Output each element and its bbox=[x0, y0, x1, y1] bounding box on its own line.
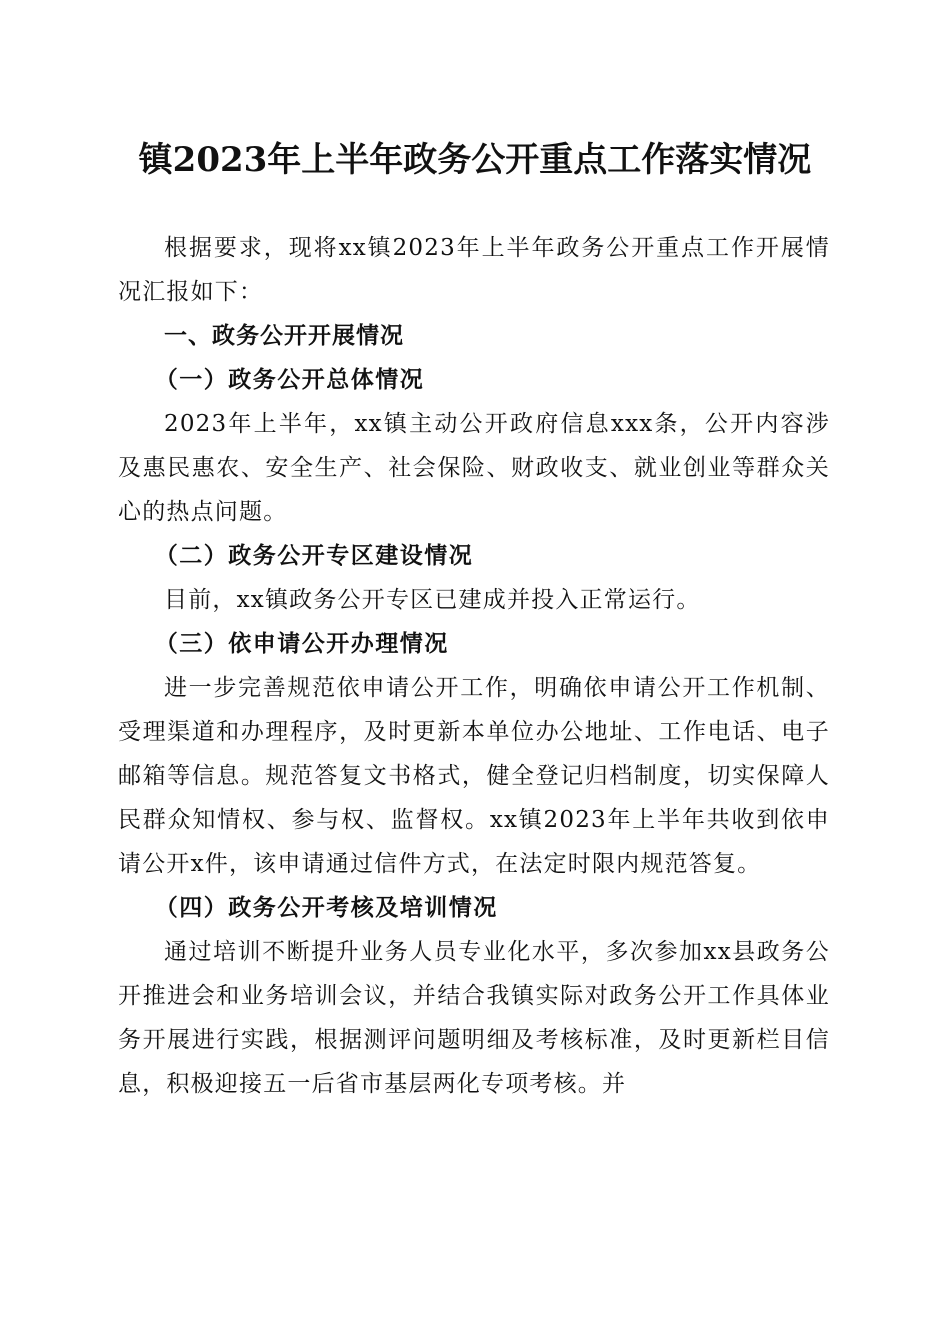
document-title: 镇2023年上半年政务公开重点工作落实情况 bbox=[138, 140, 812, 180]
subsection-body-2: 目前，xx镇政务公开专区已建成并投入正常运行。 bbox=[164, 587, 701, 613]
subsection-heading-2: （二）政务公开专区建设情况 bbox=[154, 542, 474, 569]
subsection-body-1: 2023年上半年，xx镇主动公开政府信息xxx条，公开内容涉及惠民惠农、安全生产、社会保险、财政收支、就业创业等群众关心的热点问题。 bbox=[118, 411, 830, 525]
subsection-heading-4: （四）政务公开考核及培训情况 bbox=[154, 894, 498, 921]
subsection-heading-3: （三）依申请公开办理情况 bbox=[154, 630, 449, 657]
subsection-body-4: 通过培训不断提升业务人员专业化水平，多次参加xx县政务公开推进会和业务培训会议，并结合我镇实际对政务公开工作具体业务开展进行实践，根据测评问题明细及考核标准，及时更新栏目信息，积极迎接五一后省市基层两化专项考核。并 bbox=[118, 939, 830, 1097]
subsection-body-3: 进一步完善规范依申请公开工作，明确依申请公开工作机制、受理渠道和办理程序，及时更新本单位办公地址、工作电话、电子邮箱等信息。规范答复文书格式，健全登记归档制度，切实保障人民群众知情权、参与权、监督权。xx镇2023年上半年共收到依申请公开x件，该申请通过信件方式，在法定时限内规范答复。 bbox=[118, 675, 830, 877]
intro-paragraph: 根据要求，现将xx镇2023年上半年政务公开重点工作开展情况汇报如下： bbox=[118, 235, 830, 305]
subsection-heading-1: （一）政务公开总体情况 bbox=[154, 366, 425, 393]
document-body bbox=[118, 226, 830, 1106]
section-heading-1: 一、政务公开开展情况 bbox=[164, 323, 404, 349]
